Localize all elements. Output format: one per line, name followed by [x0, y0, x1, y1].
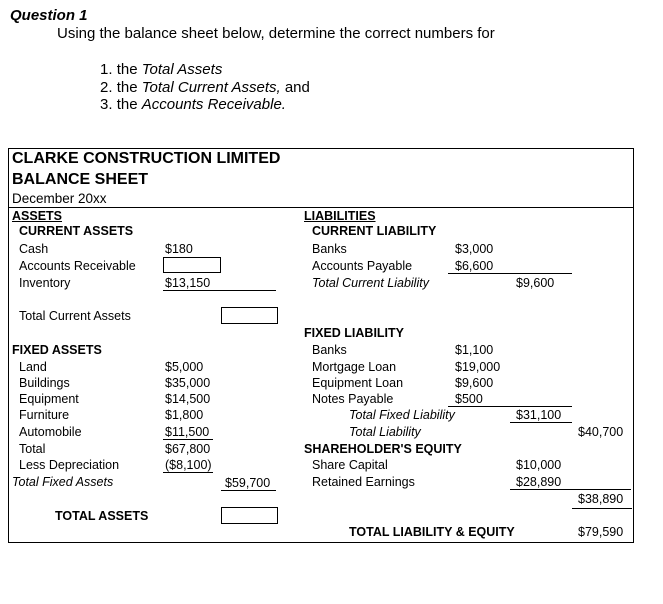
cash-value: $180 — [165, 242, 193, 256]
item-post: and — [280, 79, 310, 96]
current-assets-heading: CURRENT ASSETS — [19, 224, 134, 238]
fixed-liability-label: Banks — [312, 343, 347, 357]
fixed-asset-label: Land — [19, 360, 47, 374]
total-liability-value: $40,700 — [578, 425, 624, 439]
inventory-underline — [163, 290, 276, 291]
item-pre: the — [116, 79, 142, 96]
item-term: Accounts Receivable. — [141, 96, 286, 113]
fixed-asset-value: $11,500 — [165, 425, 210, 439]
fixed-asset-value: $35,000 — [165, 376, 211, 390]
retained-earnings-label: Retained Earnings — [312, 475, 415, 489]
share-capital-value: $10,000 — [516, 458, 562, 472]
fixed-liability-value: $1,100 — [455, 343, 494, 357]
question-instruction: Using the balance sheet below, determine the correct numbers for — [57, 25, 495, 42]
item-term: Total Assets — [141, 61, 223, 78]
fixed-asset-label: Furniture — [19, 408, 70, 422]
liabilities-heading: LIABILITIES — [304, 209, 376, 223]
company-name: CLARKE CONSTRUCTION LIMITED — [12, 150, 281, 167]
item-pre: the — [116, 61, 142, 78]
fixed-liability-value: $9,600 — [455, 376, 494, 390]
fixed-asset-label: Equipment — [19, 392, 79, 406]
liab-banks-label: Banks — [312, 242, 347, 256]
total-liability-equity-label: TOTAL LIABILITY & EQUITY — [349, 525, 515, 539]
item-number: 3. — [100, 96, 113, 113]
current-liability-heading: CURRENT LIABILITY — [312, 224, 437, 238]
item-number: 2. — [100, 79, 113, 96]
fixed-asset-label: Less Depreciation — [19, 458, 120, 472]
fixed-assets-heading: FIXED ASSETS — [12, 343, 102, 357]
total-equity-underline — [572, 508, 632, 509]
item-pre: the — [116, 96, 142, 113]
fixed-asset-label: Total — [19, 442, 46, 456]
fixed-liability-value: $500 — [455, 392, 483, 406]
header-divider — [8, 207, 633, 208]
retained-earnings-underline — [510, 489, 631, 490]
total-fixed-assets-underline — [221, 490, 276, 491]
question-item-1 — [100, 62, 222, 77]
question-item-3 — [100, 97, 286, 112]
inventory-label: Inventory — [19, 276, 71, 290]
total-fixed-assets-value: $59,700 — [225, 476, 271, 490]
ap-underline — [448, 273, 572, 274]
total-fixed-liability-label: Total Fixed Liability — [349, 408, 455, 422]
total-equity-value: $38,890 — [578, 492, 624, 506]
fixed-liability-label: Notes Payable — [312, 392, 394, 406]
fixed-liability-heading: FIXED LIABILITY — [304, 326, 404, 340]
cash-label: Cash — [19, 242, 49, 256]
fixed-asset-value: $5,000 — [165, 360, 204, 374]
question-item-2 — [100, 80, 310, 95]
retained-earnings-value: $28,890 — [516, 475, 562, 489]
total-liability-label: Total Liability — [349, 425, 421, 439]
notes-payable-underline — [448, 406, 572, 407]
total-liability-equity-value: $79,590 — [578, 525, 624, 539]
fixed-asset-value: $67,800 — [165, 442, 211, 456]
total-current-liability-label: Total Current Liability — [312, 276, 429, 290]
depreciation-underline — [163, 472, 213, 473]
item-term: Total Current Assets, — [141, 79, 281, 96]
fixed-liability-label: Equipment Loan — [312, 376, 404, 390]
fixed-asset-label: Buildings — [19, 376, 70, 390]
total-current-liability-value: $9,600 — [516, 276, 555, 290]
inventory-value: $13,150 — [165, 276, 211, 290]
total-current-assets-box[interactable] — [221, 307, 278, 324]
total-assets-label: TOTAL ASSETS — [55, 509, 149, 523]
total-current-assets-label: Total Current Assets — [19, 309, 131, 323]
fixed-liability-label: Mortgage Loan — [312, 360, 397, 374]
total-fixed-assets-label: Total Fixed Assets — [12, 475, 114, 489]
question-title: Question 1 — [10, 7, 88, 24]
ap-value: $6,600 — [455, 259, 494, 273]
ar-answer-box[interactable] — [163, 257, 221, 273]
total-fixed-liability-value: $31,100 — [516, 408, 562, 422]
ap-label: Accounts Payable — [312, 259, 413, 273]
fixed-asset-value: $1,800 — [165, 408, 204, 422]
ar-label: Accounts Receivable — [19, 259, 136, 273]
equity-heading: SHAREHOLDER'S EQUITY — [304, 442, 462, 456]
fixed-asset-value: ($8,100) — [165, 458, 212, 472]
share-capital-label: Share Capital — [312, 458, 388, 472]
total-fixed-liability-underline — [510, 422, 572, 423]
fixed-liability-value: $19,000 — [455, 360, 501, 374]
fixed-asset-label: Automobile — [19, 425, 82, 439]
liab-banks-value: $3,000 — [455, 242, 494, 256]
sheet-title: BALANCE SHEET — [12, 171, 149, 188]
assets-heading: ASSETS — [12, 209, 63, 223]
fixed-asset-value: $14,500 — [165, 392, 211, 406]
total-assets-box[interactable] — [221, 507, 278, 524]
sheet-date: December 20xx — [12, 191, 107, 206]
automobile-underline — [163, 439, 213, 440]
item-number: 1. — [100, 61, 113, 78]
